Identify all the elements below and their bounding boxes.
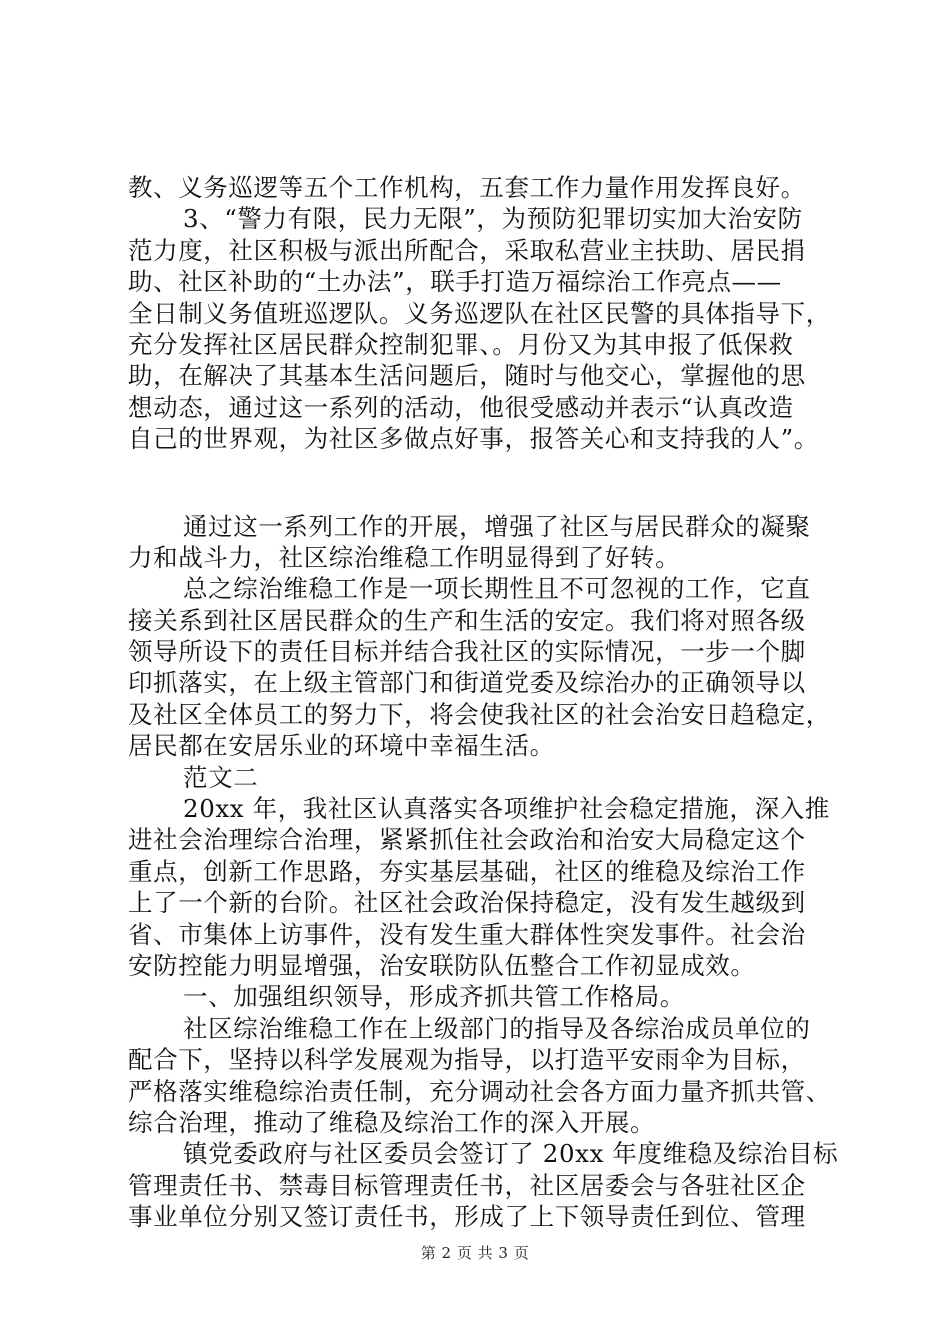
text-line: 省、市集体上访事件，没有发生重大群体性突发事件。社会治 <box>128 919 806 949</box>
text-line: 管理责任书、禁毒目标管理责任书，社区居委会与各驻社区企 <box>128 1170 806 1200</box>
text-line: 充分发挥社区居民群众控制犯罪、。月份又为其申报了低保救 <box>128 329 794 359</box>
text-line: 助，在解决了其基本生活问题后，随时与他交心，掌握他的思 <box>128 361 806 391</box>
page-footer: 第 2 页 共 3 页 <box>420 1244 530 1262</box>
text-line: 教、义务巡逻等五个工作机构，五套工作力量作用发挥良好。 <box>128 173 806 202</box>
text-line: 居民都在安居乐业的环境中幸福生活。 <box>128 731 555 761</box>
text-line: 镇党委政府与社区委员会签订了 20xx 年度维稳及综治目标 <box>183 1139 839 1169</box>
text-line: 重点，创新工作思路，夯实基层基础，社区的维稳及综治工作 <box>128 856 806 886</box>
text-line: 事业单位分别又签订责任书，形成了上下领导责任到位、管理 <box>128 1202 806 1232</box>
text-line: 社区综治维稳工作在上级部门的指导及各综治成员单位的 <box>183 1013 811 1043</box>
text-line: 范文二 <box>183 762 259 792</box>
paragraph-gap <box>128 455 828 511</box>
text-line: 综合治理，推动了维稳及综治工作的深入开展。 <box>128 1107 656 1137</box>
document-body <box>128 172 839 1233</box>
text-line: 通过这一系列工作的开展，增强了社区与居民群众的凝聚 <box>183 511 811 541</box>
text-line: 上了一个新的台阶。社区社会政治保持稳定，没有发生越级到 <box>128 888 806 918</box>
text-line: 及社区全体员工的努力下，将会使我社区的社会治安日趋稳定， <box>128 699 831 729</box>
text-line: 全日制义务值班巡逻队。义务巡逻队在社区民警的具体指导下， <box>128 298 831 328</box>
text-line: 领导所设下的责任目标并结合我社区的实际情况，一步一个脚 <box>128 637 806 667</box>
text-line: 印抓落实，在上级主管部门和街道党委及综治办的正确领导以 <box>128 668 806 698</box>
text-line: 一、加强组织领导，形成齐抓共管工作格局。 <box>183 982 685 1012</box>
text-line: 安防控能力明显增强，治安联防队伍整合工作初显成效。 <box>128 950 756 980</box>
text-line: 自己的世界观，为社区多做点好事，报答关心和支持我的人”。 <box>128 424 819 454</box>
text-line: 进社会治理综合治理，紧紧抓住社会政治和治安大局稳定这个 <box>128 825 806 855</box>
text-line: 范力度，社区积极与派出所配合，采取私营业主扶助、居民捐 <box>128 235 806 265</box>
text-line: 3、“警力有限，民力无限”，为预防犯罪切实加大治安防 <box>183 204 803 234</box>
text-line: 想动态，通过这一系列的活动，他很受感动并表示“认真改造 <box>128 392 794 422</box>
text-line: 配合下，坚持以科学发展观为指导，以打造平安雨伞为目标， <box>128 1045 806 1075</box>
text-line: 总之综治维稳工作是一项长期性且不可忽视的工作，它直 <box>183 574 811 604</box>
text-line: 助、社区补助的“土办法”，联手打造万福综治工作亮点—— <box>128 267 782 297</box>
text-line: 力和战斗力，社区综治维稳工作明显得到了好转。 <box>128 542 681 572</box>
text-line: 20xx 年，我社区认真落实各项维护社会稳定措施，深入推 <box>183 794 830 824</box>
text-line: 严格落实维稳综治责任制，充分调动社会各方面力量齐抓共管、 <box>128 1076 831 1106</box>
text-line: 接关系到社区居民群众的生产和生活的安定。我们将对照各级 <box>128 605 806 635</box>
